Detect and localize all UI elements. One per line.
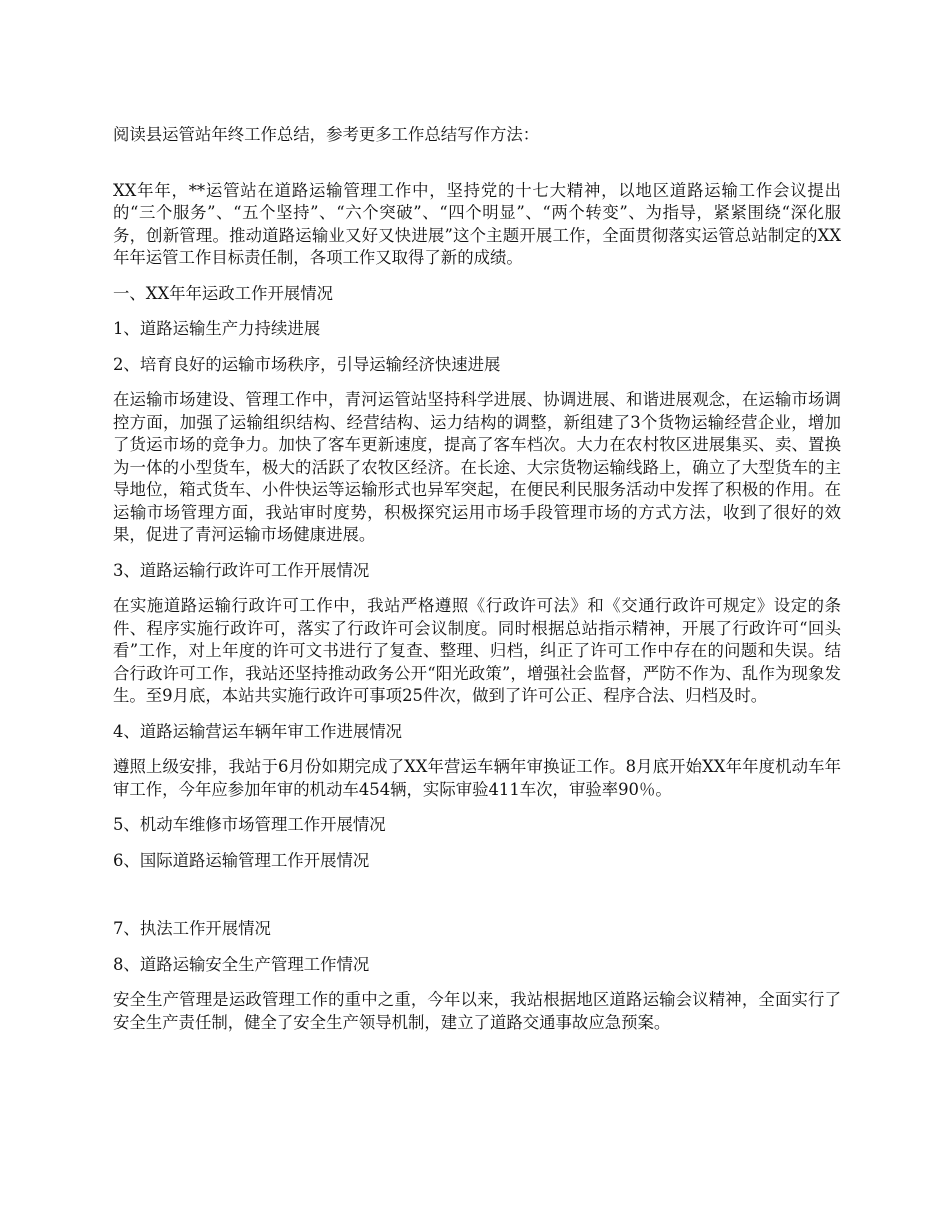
market-paragraph: 在运输市场建设、管理工作中，青河运管站坚持科学进展、协调进展、和谐进展观念，在运输市场调控方面，加强了运输组织结构、经营结构、运力结构的调整，新组建了3个货物运输经营企业，增加了货运市场的竞争力。加快了客车更新速度，提高了客车档次。大力在农村牧区进展集买、卖、置换为一体的小型货车，极大的活跃了农牧区经济。在长途、大宗货物运输线路上，确立了大型货车的主导地位，箱式货车、小件快运等运输形式也异军突起，在便民利民服务活动中发挥了积极的作用。在运输市场管理方面，我站审时度势，积极探究运用市场手段管理市场的方式方法，收到了很好的效果，促进了青河运输市场健康进展。 — [113, 390, 841, 544]
subheading-3: 3、道路运输行政许可工作开展情况 — [113, 560, 370, 580]
subheading-8: 8、道路运输安全生产管理工作情况 — [113, 954, 370, 974]
subheading-1: 1、道路运输生产力持续进展 — [113, 319, 321, 338]
vehicle-review-paragraph: 遵照上级安排，我站于6月份如期完成了XX年营运车辆年审换证工作。8月底开始XX年年度机动车年审工作，今年应参加年审的机动车454辆，实际审验411车次，审验率90％。 — [113, 757, 841, 799]
licensing-paragraph: 在实施道路运输行政许可工作中，我站严格遵照《行政许可法》和《交通行政许可规定》设定的条件、程序实施行政许可，落实了行政许可会议制度。同时根据总站指示精神，开展了行政许可“回头看”工作，对上年度的许可文书进行了复查、整理、归档，纠正了许可工作中存在的问题和失误。结合行政许可工作，我站还坚持推动政务公开“阳光政策”，增强社会监督，严防不作为、乱作为现象发生。至9月底，本站共实施行政许可事项25件次，做到了许可公正、程序合法、归档及时。 — [113, 596, 841, 705]
subheading-5: 5、机动车维修市场管理工作开展情况 — [113, 815, 386, 834]
safety-paragraph: 安全生产管理是运政管理工作的重中之重，今年以来，我站根据地区道路运输会议精神，全面实行了安全生产责任制，健全了安全生产领导机制，建立了道路交通事故应急预案。 — [113, 990, 841, 1032]
document-body — [113, 124, 841, 1047]
section-heading: 一、XX年年运政工作开展情况 — [113, 283, 334, 303]
subheading-2: 2、培育良好的运输市场秩序，引导运输经济快速进展 — [113, 354, 501, 374]
subheading-6: 6、国际道路运输管理工作开展情况 — [113, 850, 370, 870]
overview-paragraph: XX年年，**运管站在道路运输管理工作中，坚持党的十七大精神，以地区道路运输工作会议提出的“三个服务”、“五个坚持”、“六个突破”、“四个明显”、“两个转变”、为指导，紧紧围绕“深化服务，创新管理。推动道路运输业又好又快进展”这个主题开展工作，全面贯彻落实运管总站制定的XX年年运管工作目标责任制，各项工作又取得了新的成绩。 — [113, 180, 841, 267]
subheading-4: 4、道路运输营运车辆年审工作进展情况 — [113, 721, 403, 741]
subheading-7: 7、执法工作开展情况 — [113, 919, 271, 938]
intro-line: 阅读县运管站年终工作总结，参考更多工作总结写作方法： — [113, 125, 540, 144]
